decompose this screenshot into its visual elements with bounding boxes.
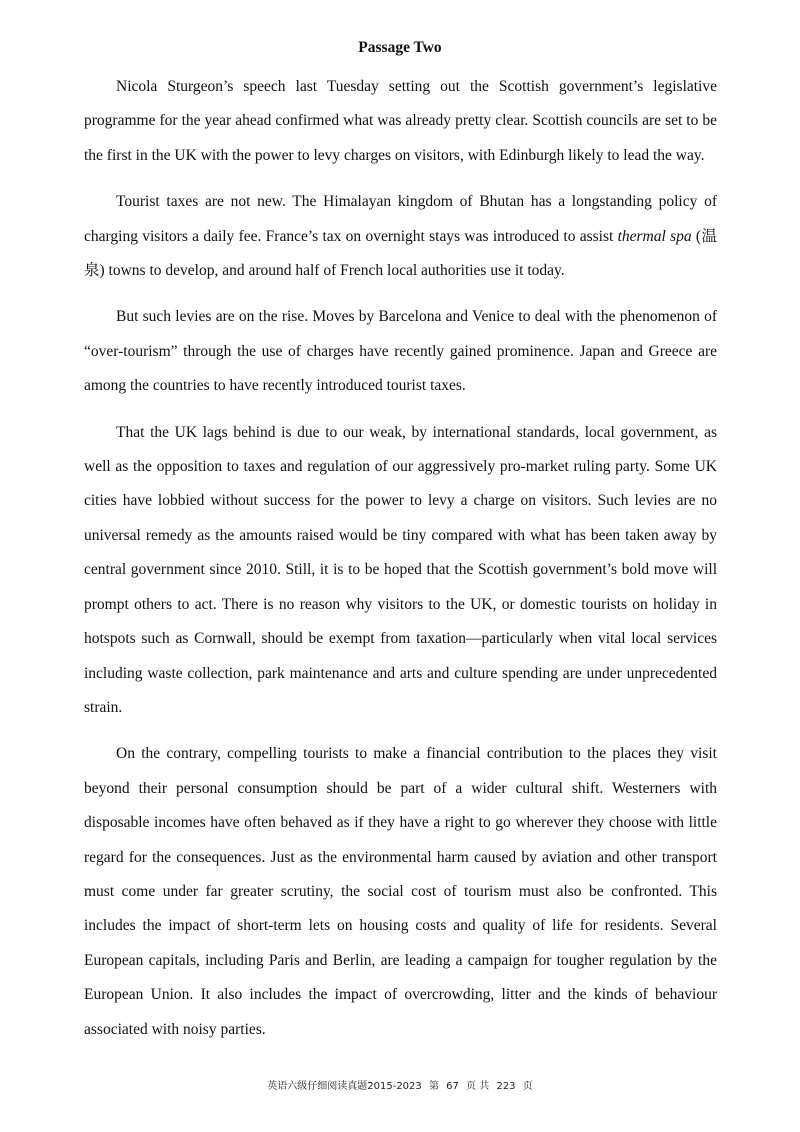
paragraph-1: Nicola Sturgeon’s speech last Tuesday setting out the Scottish government’s legislative programme for the year ahead confirmed what was already pretty clear. Scottish councils are set to be the first in the UK with the power to levy charges on visitors, with Edinburgh likely to lead the way.	[84, 78, 717, 164]
paragraph-2-text-start: Tourist taxes are not new. The Himalayan kingdom of Bhutan has a longstanding policy of charging visitors a daily fee. France’s tax on overnight stays was introduced to assist	[84, 193, 717, 245]
paragraph-2	[84, 185, 717, 288]
footer-total-pages: 223	[496, 1081, 516, 1092]
passage-body	[84, 70, 717, 1059]
footer-page-label-pre: 第	[428, 1081, 439, 1092]
passage-title: Passage Two	[358, 39, 442, 56]
paragraph-4: That the UK lags behind is due to our weak, by international standards, local government, as well as the opposition to taxes and regulation of our aggressively pro-market ruling party. Some UK cities have lobbied without success for the power to levy a charge on visitors. Such levies are no universal remedy as the amounts raised would be tiny compared with what has been taken away by central government since 2010. Still, it is to be hoped that the Scottish government’s bold move will prompt others to act. There is no reason why visitors to the UK, or domestic tourists on holiday in hotspots such as Cornwall, should be exempt from taxation—particularly when vital local services including waste collection, park maintenance and arts and culture spending are under unprecedented strain.	[84, 423, 717, 716]
paragraph-5: On the contrary, compelling tourists to make a financial contribution to the places they visit beyond their personal consumption should be part of a wider cultural shift. Westerners with disposable incomes have often behaved as if they have a right to go wherever they choose with little regard for the consequences. Just as the environmental harm caused by aviation and other transport must come under far greater scrutiny, the social cost of tourism must also be confronted. This includes the impact of short-term lets on housing costs and quality of life for residents. Several European capitals, including Paris and Berlin, are leading a campaign for tougher regulation by the European Union. It also includes the impact of overcrowding, litter and the kinds of behaviour associated with noisy parties.	[84, 745, 717, 1038]
page-footer	[0, 1080, 800, 1094]
paragraph-3: But such levies are on the rise. Moves by Barcelona and Venice to deal with the phenomenon of “over-tourism” through the use of charges have recently gained prominence. Japan and Greece are among the countries to have recently introduced tourist taxes.	[84, 308, 717, 395]
footer-page-number: 67	[446, 1081, 459, 1092]
footer-source: 英语六级仔细阅读真题2015-2023	[267, 1081, 422, 1092]
footer-page-label-mid: 页 共	[466, 1081, 490, 1092]
italic-term: thermal spa	[617, 227, 692, 245]
footer-page-label-post: 页	[522, 1081, 533, 1092]
paragraph-2-text-end: (温泉) towns to develop, and around half of French local authorities use it today.	[84, 227, 717, 280]
